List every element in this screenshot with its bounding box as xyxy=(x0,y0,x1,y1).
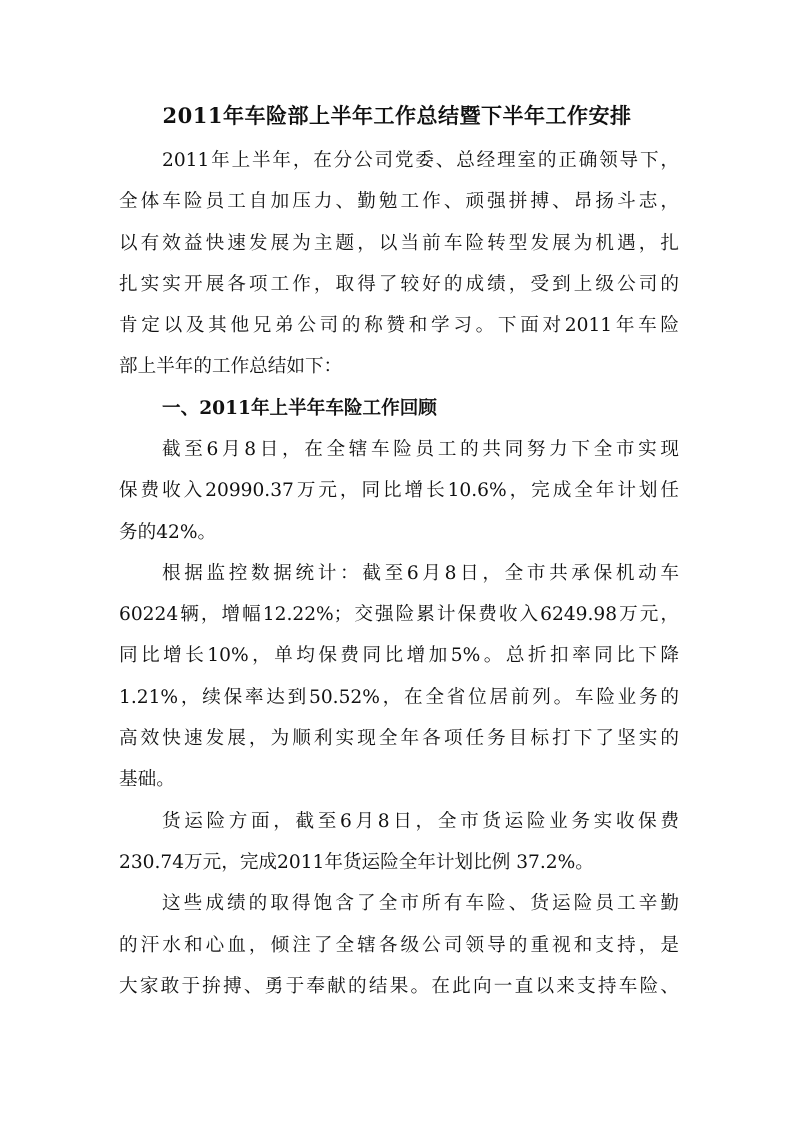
paragraph-line: 肯定以及其他兄弟公司的称赞和学习。下面对2011年车险 xyxy=(119,315,679,336)
paragraph-line: 基础。 xyxy=(119,769,175,790)
section-heading: 一、2011年上半年车险工作回顾 xyxy=(162,398,437,419)
paragraph-line: 60224辆，增幅12.22%；交强险累计保费收入6249.98万元， xyxy=(119,604,679,625)
document-title: 2011年车险部上半年工作总结暨下半年工作安排 xyxy=(162,103,632,128)
paragraph-line: 截至6月8日，在全辖车险员工的共同努力下全市实现 xyxy=(162,439,679,460)
paragraph-line: 全体车险员工自加压力、勤勉工作、顽强拼搏、昂扬斗志， xyxy=(119,191,679,212)
paragraph-line: 部上半年的工作总结如下： xyxy=(119,356,343,377)
paragraph-line: 货运险方面，截至6月8日，全市货运险业务实收保费 xyxy=(162,811,679,832)
paragraph-line: 同比增长10%，单均保费同比增加5%。总折扣率同比下降 xyxy=(119,645,679,666)
paragraph-line: 保费收入20990.37万元，同比增长10.6%，完成全年计划任 xyxy=(119,480,679,501)
paragraph-line: 230.74万元，完成2011年货运险全年计划比例 37.2%。 xyxy=(119,852,594,873)
paragraph-line: 务的42%。 xyxy=(119,522,217,543)
paragraph-line: 扎实实开展各项工作，取得了较好的成绩，受到上级公司的 xyxy=(119,274,679,295)
paragraph-line: 以有效益快速发展为主题，以当前车险转型发展为机遇，扎 xyxy=(119,233,679,254)
paragraph-line: 的汗水和心血，倾注了全辖各级公司领导的重视和支持，是 xyxy=(119,935,679,956)
paragraph-line: 1.21%，续保率达到50.52%，在全省位居前列。车险业务的 xyxy=(119,687,679,708)
paragraph-line: 大家敢于拚搏、勇于奉献的结果。在此向一直以来支持车险、 xyxy=(119,976,679,997)
paragraph-line: 这些成绩的取得饱含了全市所有车险、货运险员工辛勤 xyxy=(162,893,679,914)
paragraph-line: 高效快速发展，为顺利实现全年各项任务目标打下了坚实的 xyxy=(119,728,679,749)
paragraph-line: 2011年上半年，在分公司党委、总经理室的正确领导下， xyxy=(162,150,679,171)
paragraph-line: 根据监控数据统计：截至6月8日，全市共承保机动车 xyxy=(162,563,679,584)
